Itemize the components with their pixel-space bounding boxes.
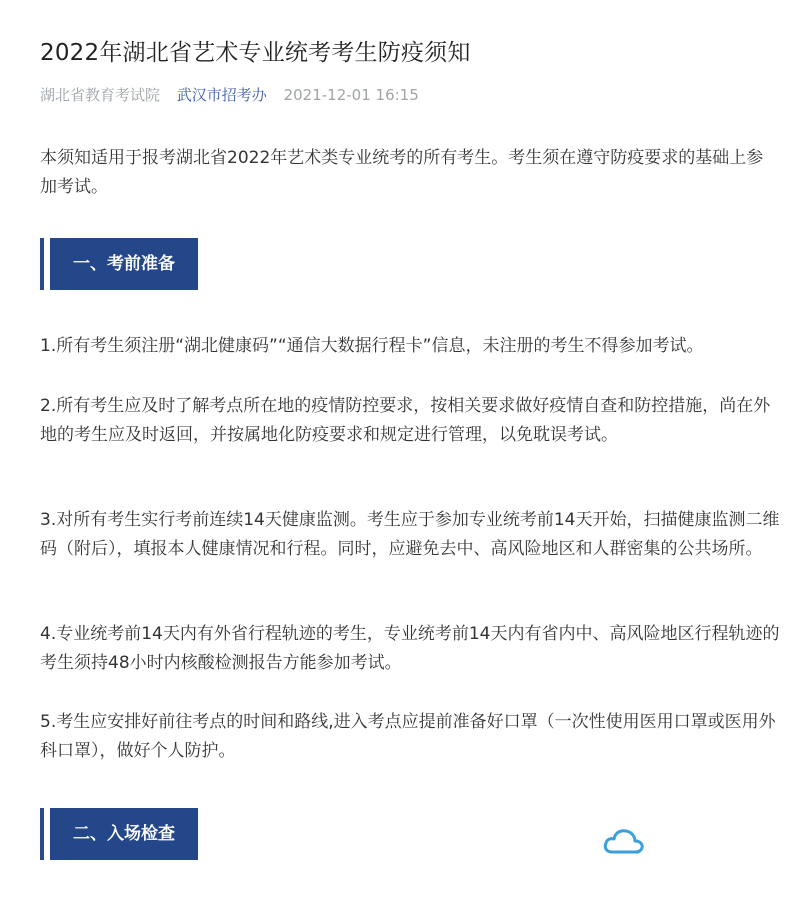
item-paragraph-3: 3.对所有考生实行考前连续14天健康监测。考生应于参加专业统考前14天开始，扫描健康监测二维码（附后），填报本人健康情况和行程。同时，应避免去中、高风险地区和人群密集的公共场所。: [40, 510, 780, 559]
section-heading-label: 二、入场检查: [50, 808, 198, 860]
item-paragraph-5: 5.考生应安排好前往考点的时间和路线,进入考点应提前准备好口罩（一次性使用医用口罩或医用外科口罩），做好个人防护。: [40, 712, 776, 761]
section-heading-label: 一、考前准备: [50, 238, 198, 290]
section-accent-bar: [40, 238, 44, 290]
item-paragraph-2: 2.所有考生应及时了解考点所在地的疫情防控要求，按相关要求做好疫情自查和防控措施，尚在外地的考生应及时返回，并按属地化防疫要求和规定进行管理，以免耽误考试。: [40, 396, 771, 445]
item-paragraph-4: 4.专业统考前14天内有外省行程轨迹的考生，专业统考前14天内有省内中、高风险地区行程轨迹的考生须持48小时内核酸检测报告方能参加考试。: [40, 624, 780, 673]
source-office[interactable]: 武汉市招考办: [176, 86, 267, 104]
intro-paragraph: 本须知适用于报考湖北省2022年艺术类专业统考的所有考生。考生须在遵守防疫要求的基础上参加考试。: [40, 148, 764, 197]
section-accent-bar: [40, 808, 44, 860]
article-title: 2022年湖北省艺术专业统考考生防疫须知: [40, 40, 471, 66]
source-publisher[interactable]: 湖北省教育考试院: [40, 86, 161, 104]
article-meta: [40, 84, 419, 105]
publish-time: 2021-12-01 16:15: [283, 86, 419, 104]
item-paragraph-1: 1.所有考生须注册“湖北健康码”“通信大数据行程卡”信息，未注册的考生不得参加考试。: [40, 336, 704, 356]
cloud-icon: [602, 826, 646, 858]
